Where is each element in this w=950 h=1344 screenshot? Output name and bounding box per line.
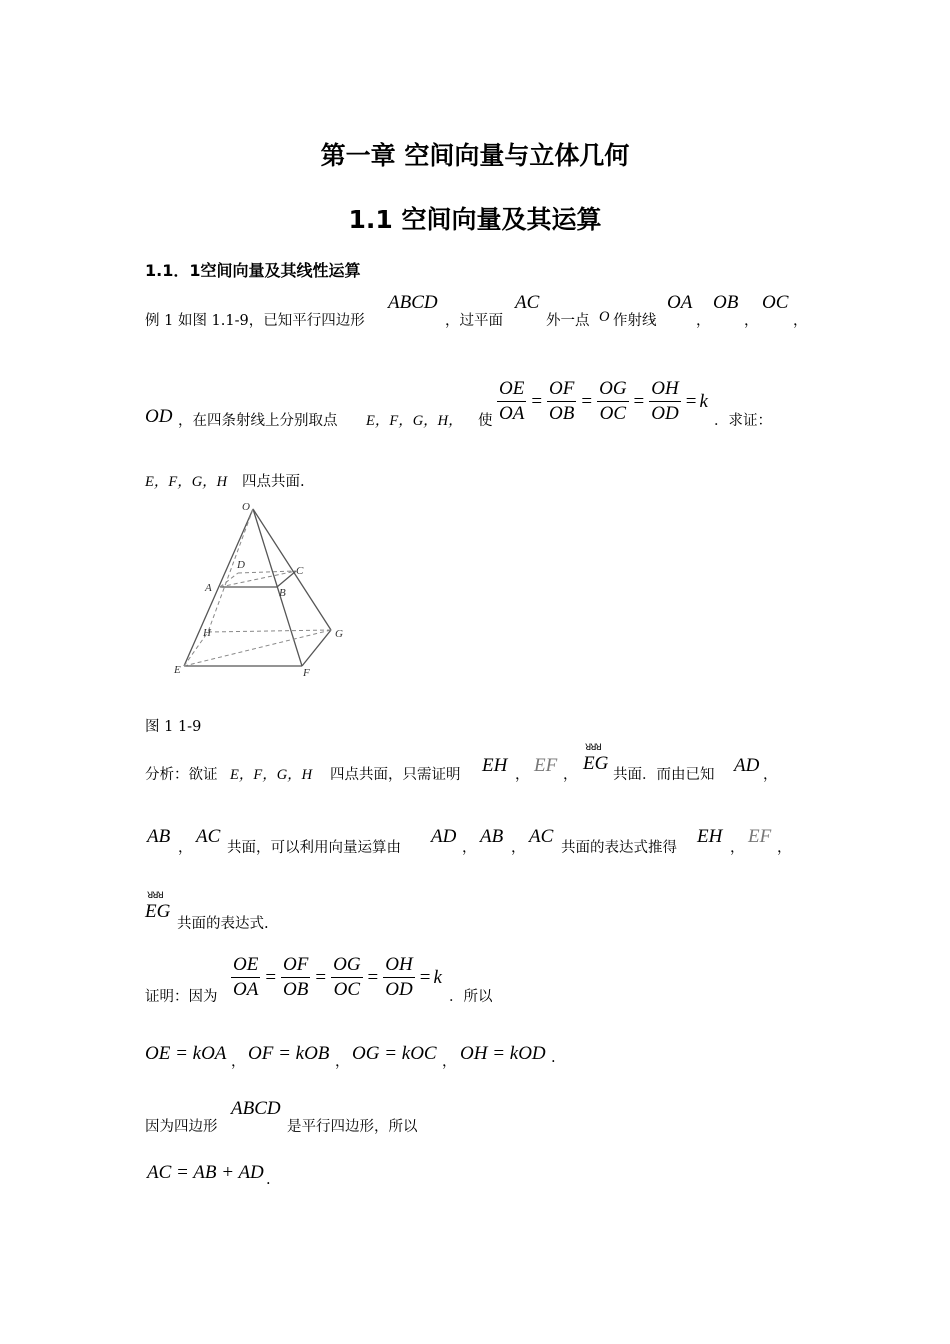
math-ac: AC [515, 292, 540, 313]
vertex-label: C [296, 565, 304, 577]
comma: ， [462, 840, 477, 856]
vertex-label: O [242, 501, 250, 513]
comma: ， [515, 767, 530, 783]
equals-sign: = [531, 390, 543, 412]
math-ab: AB [480, 826, 504, 847]
proof-prefix: 证明：因为 [145, 989, 218, 1005]
denominator: OA [499, 403, 525, 424]
eq-oh: OH = kOD [460, 1043, 546, 1064]
subsection-title: 1.1．1空间向量及其线性运算 [145, 261, 361, 280]
example-text-4: 作射线 [613, 313, 657, 329]
math-eg-vector [583, 743, 609, 775]
comma: ， [777, 840, 792, 856]
comma: ， [563, 767, 578, 783]
figure-caption: 图 1 1-9 [145, 719, 202, 735]
fraction [597, 378, 628, 425]
vector-arrow-icon: ꓤꓤꓤ [147, 891, 163, 901]
analysis-text-4: 共面的表达式推得 [561, 840, 677, 856]
math-o: O [599, 309, 610, 325]
math-ob: OB [713, 292, 739, 313]
comma: ， [793, 313, 808, 329]
vertex-label: B [279, 587, 286, 599]
analysis-prefix: 分析：欲证 [145, 767, 218, 783]
edge-dc [238, 571, 296, 573]
comma: ， [442, 1054, 457, 1070]
denominator: OD [385, 979, 413, 1000]
analysis-text-5: 共面的表达式. [177, 916, 269, 932]
math-ac: AC [529, 826, 554, 847]
math-eh: EH [697, 826, 723, 847]
comma: ， [744, 313, 759, 329]
denominator: OB [283, 979, 309, 1000]
comma: ， [511, 840, 526, 856]
fraction [231, 954, 260, 1001]
fraction [547, 378, 576, 425]
vertex-label: G [335, 628, 343, 640]
fraction [649, 378, 680, 425]
numerator: OG [597, 378, 628, 402]
points-efgh: E，F，G，H [230, 767, 313, 783]
equals-sign: = [419, 966, 431, 988]
eq-of: OF = kOB [248, 1043, 330, 1064]
math-abcd: ABCD [231, 1098, 281, 1119]
comma: ， [178, 840, 193, 856]
math-ad: AD [431, 826, 457, 847]
fraction [331, 954, 362, 1001]
ratio-equation [229, 954, 442, 1001]
points-efgh: E，F，G，H， [366, 413, 463, 429]
edge-oh [208, 509, 253, 632]
numerator: OG [331, 954, 362, 978]
denominator: OB [549, 403, 575, 424]
vertex-label: A [205, 582, 212, 594]
numerator: OH [383, 954, 414, 978]
denominator: OC [333, 979, 361, 1000]
comma: ， [730, 840, 745, 856]
proof-because: 因为四边形 [145, 1119, 218, 1135]
period: . [551, 1050, 556, 1066]
math-k: k [699, 390, 708, 412]
equals-sign: = [315, 966, 327, 988]
vector-arrow-icon: ꓤꓤꓤ [585, 743, 601, 753]
proof-is: 是平行四边形，所以 [287, 1119, 418, 1135]
pyramid-figure [170, 498, 360, 680]
comma: ， [231, 1054, 246, 1070]
math-eg: EG [145, 901, 171, 922]
math-ad: AD [734, 755, 760, 776]
math-k: k [433, 966, 442, 988]
diagonal-ac [220, 571, 296, 587]
comma: ， [696, 313, 711, 329]
comma: ， [335, 1054, 350, 1070]
example-text-3: 外一点 [546, 313, 590, 329]
comma: ， [763, 767, 778, 783]
equals-sign: = [581, 390, 593, 412]
vertex-label: H [203, 627, 211, 639]
chapter-title: 第一章 空间向量与立体几何 [320, 141, 630, 170]
example-prefix: 例 1 如图 1.1-9，已知平行四边形 [145, 313, 365, 329]
math-od: OD [145, 406, 173, 427]
numerator: OF [547, 378, 576, 402]
math-eg-vector [145, 891, 171, 923]
math-oa: OA [667, 292, 693, 313]
eq-ac: AC = AB + AD [147, 1162, 264, 1183]
analysis-text-1: 四点共面，只需证明 [330, 767, 461, 783]
denominator: OA [233, 979, 259, 1000]
math-ac: AC [196, 826, 221, 847]
proof-suffix: ．所以 [449, 989, 493, 1005]
math-eh: EH [482, 755, 508, 776]
math-ef: EF [534, 755, 558, 776]
edge-bc [277, 571, 296, 587]
math-ab: AB [147, 826, 171, 847]
fraction [281, 954, 310, 1001]
edge-og [253, 509, 331, 630]
equals-sign: = [265, 966, 277, 988]
math-eg: EG [583, 753, 609, 774]
eq-og: OG = kOC [352, 1043, 437, 1064]
ratio-equation [495, 378, 708, 425]
analysis-text-3: 共面，可以利用向量运算由 [227, 840, 401, 856]
analysis-text-2: 共面．而由已知 [613, 767, 715, 783]
equals-sign: = [685, 390, 697, 412]
vertex-label: F [303, 667, 310, 679]
fraction [497, 378, 526, 425]
section-title: 1.1 空间向量及其运算 [348, 205, 602, 234]
math-oc: OC [762, 292, 789, 313]
edge-fg [302, 630, 331, 666]
edge-hg [208, 630, 331, 632]
example-text-2: ，过平面 [445, 313, 503, 329]
points-efgh: E，F，G，H [145, 474, 228, 490]
equals-sign: = [633, 390, 645, 412]
fraction [383, 954, 414, 1001]
equals-sign: = [367, 966, 379, 988]
numerator: OH [649, 378, 680, 402]
numerator: OF [281, 954, 310, 978]
vertex-label: D [237, 559, 245, 571]
numerator: OE [497, 378, 526, 402]
period: . [266, 1172, 271, 1188]
denominator: OC [599, 403, 627, 424]
example-text-7: ．求证： [714, 413, 772, 429]
example-text-8: 四点共面. [242, 474, 305, 490]
math-abcd: ABCD [388, 292, 438, 313]
vertex-label: E [174, 664, 181, 676]
example-text-6: 使 [478, 413, 493, 429]
eq-oe: OE = kOA [145, 1043, 227, 1064]
numerator: OE [231, 954, 260, 978]
example-text-5: ，在四条射线上分别取点 [178, 413, 338, 429]
math-ef: EF [748, 826, 772, 847]
denominator: OD [651, 403, 679, 424]
